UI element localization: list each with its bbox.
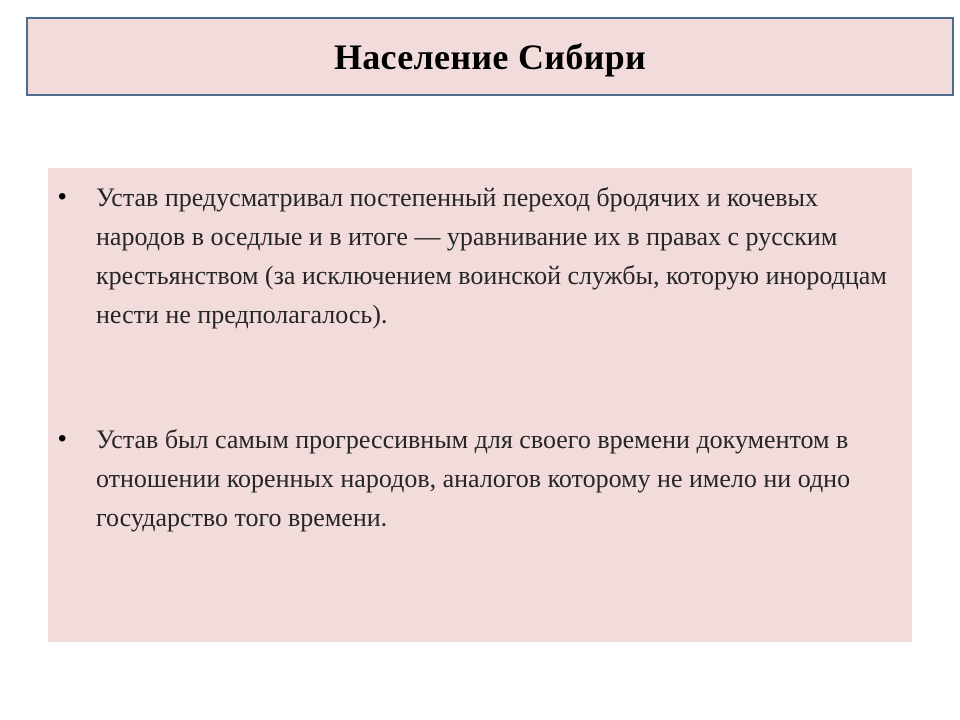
slide-content-box: [48, 168, 912, 642]
bullet-dot-icon: •: [58, 425, 67, 452]
slide-title: Население Сибири: [333, 36, 647, 77]
bullet-dot-icon: •: [58, 183, 67, 210]
slide-title-box: [26, 17, 954, 96]
bullet-text: Устав был самым прогрессивным для своего времени документом в отношении коренных народов, аналогов которому не имело ни одно государство того времени.: [96, 425, 851, 532]
bullet-text: Устав предусматривал постепенный переход бродячих и кочевых народов в оседлые и в итоге — уравнивание их в правах с русским крестьянством (за исключением воинской службы, которую инородцам нести не предполагалось).: [96, 183, 887, 329]
